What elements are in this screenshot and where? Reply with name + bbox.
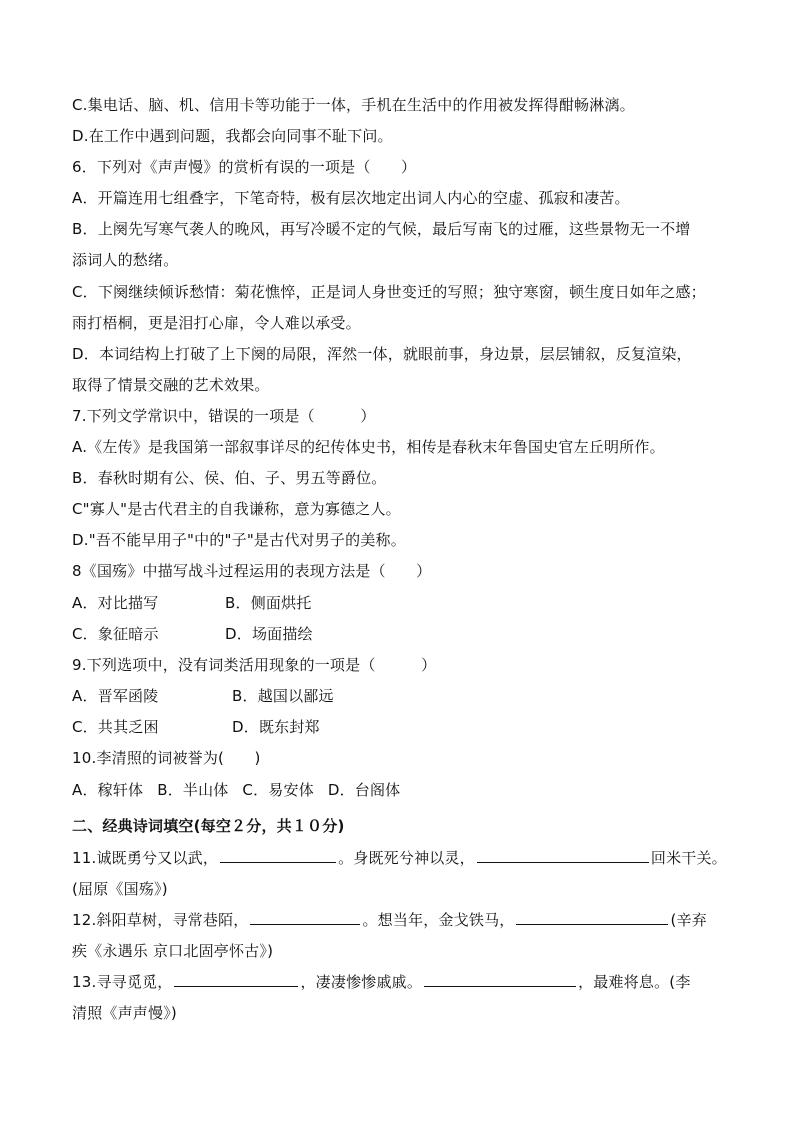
q11-text-c: 回米干关。 xyxy=(650,849,727,867)
q8-options-row1 xyxy=(72,593,312,613)
q10-options: A．稼轩体 B．半山体 C．易安体 D．台阁体 xyxy=(72,781,401,799)
question-6: 6．下列对《声声慢》的赏析有误的一项是（ ） xyxy=(72,158,417,176)
q9-options-row1 xyxy=(72,686,334,706)
q13-blank-1[interactable] xyxy=(174,972,298,987)
q8-option-d: D．场面描绘 xyxy=(225,625,313,643)
q6-option-d-line1: D．本词结构上打破了上下阕的局限，浑然一体，就眼前事，身边景，层层铺叙，反复渲染， xyxy=(72,345,692,363)
q8-option-c: C．象征暗示 xyxy=(72,625,159,643)
q9-option-c: C．共其乏困 xyxy=(72,718,159,736)
q7-option-a: A.《左传》是我国第一部叙事详尽的纪传体史书，相传是春秋末年鲁国史官左丘明所作。 xyxy=(72,438,665,456)
q9-options-row2 xyxy=(72,717,320,737)
q11-blank-2[interactable] xyxy=(477,848,649,863)
question-12 xyxy=(72,910,707,930)
q12-blank-2[interactable] xyxy=(516,910,668,925)
q6-option-c-line2: 雨打梧桐，更是泪打心扉，令人难以承受。 xyxy=(72,314,361,332)
q9-option-a: A．晋军函陵 xyxy=(72,687,159,705)
q8-option-b: B．侧面烘托 xyxy=(225,594,312,612)
q7-option-b: B．春秋时期有公、侯、伯、子、男五等爵位。 xyxy=(72,469,387,487)
q12-blank-1[interactable] xyxy=(250,910,360,925)
question-7: 7.下列文学常识中，错误的一项是（ ） xyxy=(72,407,376,425)
q13-blank-2[interactable] xyxy=(424,972,576,987)
q13-text-a: 13.寻寻觅觅， xyxy=(72,973,173,991)
q5-option-c: C.集电话、脑、机、信用卡等功能于一体，手机在生活中的作用被发挥得酣畅淋漓。 xyxy=(72,96,635,114)
q12-text-b: 。想当年，金戈铁马， xyxy=(362,911,515,929)
q13-text-c: ，最难将息。(李 xyxy=(578,973,691,991)
q12-text-c: (辛弃 xyxy=(670,911,707,929)
q11-text-b: 。身既死兮神以灵， xyxy=(338,849,475,867)
q13-text-b: ，凄凄惨惨戚戚。 xyxy=(300,973,423,991)
q7-option-d: D."吾不能早用子"中的"子"是古代对男子的美称。 xyxy=(72,531,406,549)
q8-options-row2 xyxy=(72,624,313,644)
q6-option-c-line1: C．下阕继续倾诉愁情：菊花憔悴，正是词人身世变迁的写照；独守寒窗，顿生度日如年之感； xyxy=(72,283,706,301)
section-2-heading: 二、经典诗词填空(每空２分，共１０分) xyxy=(72,817,345,835)
question-8: 8《国殇》中描写战斗过程运用的表现方法是（ ） xyxy=(72,562,432,580)
question-9: 9.下列选项中，没有词类活用现象的一项是（ ） xyxy=(72,656,437,674)
question-10: 10.李清照的词被誉为( ) xyxy=(72,749,261,767)
q9-option-d: D．既东封郑 xyxy=(232,718,320,736)
q12-source: 疾《永遇乐 京口北固亭怀古》) xyxy=(72,942,274,960)
q9-option-b: B．越国以鄙远 xyxy=(232,687,334,705)
question-11 xyxy=(72,848,727,868)
question-13 xyxy=(72,972,691,992)
q11-source: (屈原《国殇》) xyxy=(72,880,168,898)
q12-text-a: 12.斜阳草树，寻常巷陌， xyxy=(72,911,249,929)
q13-source: 清照《声声慢》) xyxy=(72,1004,177,1022)
q6-option-b-line2: 添词人的愁绪。 xyxy=(72,251,179,269)
q8-option-a: A．对比描写 xyxy=(72,594,159,612)
q11-text-a: 11.诚既勇兮又以武， xyxy=(72,849,219,867)
q6-option-b-line1: B．上阕先写寒气袭人的晚风，再写冷暖不定的气候，最后写南飞的过雁，这些景物无一不增 xyxy=(72,220,691,238)
q7-option-c: C"寡人"是古代君主的自我谦称，意为寡德之人。 xyxy=(72,500,401,518)
q6-option-a: A．开篇连用七组叠字，下笔奇特，极有层次地定出词人内心的空虚、孤寂和凄苦。 xyxy=(72,189,630,207)
q5-option-d: D.在工作中遇到问题，我都会向同事不耻下问。 xyxy=(72,127,393,145)
q6-option-d-line2: 取得了情景交融的艺术效果。 xyxy=(72,376,270,394)
q11-blank-1[interactable] xyxy=(220,848,336,863)
